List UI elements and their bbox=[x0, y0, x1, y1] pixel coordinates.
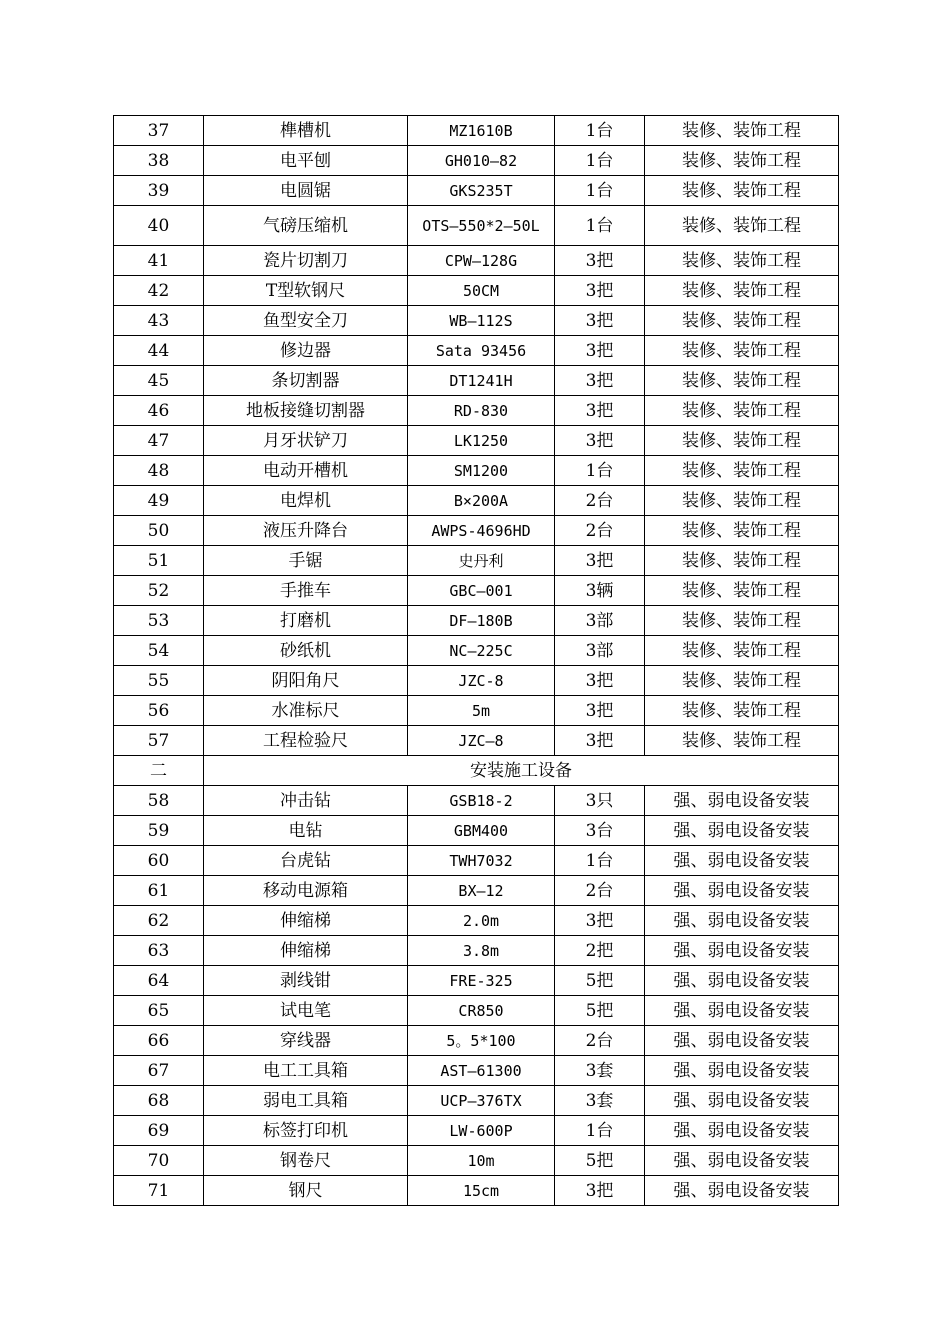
table-row bbox=[114, 306, 839, 336]
usage-category: 装修、装饰工程 bbox=[645, 176, 839, 206]
usage-category: 装修、装饰工程 bbox=[645, 456, 839, 486]
usage-category: 装修、装饰工程 bbox=[645, 336, 839, 366]
section-header-row-group bbox=[114, 756, 839, 786]
model-number: JZC—8 bbox=[408, 726, 555, 756]
quantity: 1台 bbox=[555, 206, 645, 246]
table-row bbox=[114, 456, 839, 486]
row-number: 45 bbox=[114, 366, 204, 396]
usage-category: 装修、装饰工程 bbox=[645, 546, 839, 576]
table-row bbox=[114, 276, 839, 306]
usage-category: 强、弱电设备安装 bbox=[645, 816, 839, 846]
usage-category: 强、弱电设备安装 bbox=[645, 846, 839, 876]
quantity: 1台 bbox=[555, 846, 645, 876]
row-number: 67 bbox=[114, 1056, 204, 1086]
usage-category: 装修、装饰工程 bbox=[645, 666, 839, 696]
table-row bbox=[114, 696, 839, 726]
quantity: 3把 bbox=[555, 696, 645, 726]
table-row bbox=[114, 876, 839, 906]
model-number: 5m bbox=[408, 696, 555, 726]
usage-category: 强、弱电设备安装 bbox=[645, 996, 839, 1026]
row-number: 53 bbox=[114, 606, 204, 636]
equipment-name: 电钻 bbox=[204, 816, 408, 846]
quantity: 3把 bbox=[555, 666, 645, 696]
section-title: 安装施工设备 bbox=[204, 756, 839, 786]
table-row bbox=[114, 396, 839, 426]
usage-category: 强、弱电设备安装 bbox=[645, 1146, 839, 1176]
quantity: 3台 bbox=[555, 816, 645, 846]
model-number: TWH7032 bbox=[408, 846, 555, 876]
equipment-name: 弱电工具箱 bbox=[204, 1086, 408, 1116]
table-row bbox=[114, 516, 839, 546]
usage-category: 装修、装饰工程 bbox=[645, 696, 839, 726]
row-number: 49 bbox=[114, 486, 204, 516]
table-row bbox=[114, 726, 839, 756]
row-number: 43 bbox=[114, 306, 204, 336]
quantity: 1台 bbox=[555, 1116, 645, 1146]
model-number: WB—112S bbox=[408, 306, 555, 336]
table-row bbox=[114, 546, 839, 576]
row-number: 57 bbox=[114, 726, 204, 756]
section-header-row bbox=[114, 756, 839, 786]
quantity: 3把 bbox=[555, 246, 645, 276]
quantity: 1台 bbox=[555, 456, 645, 486]
row-number: 66 bbox=[114, 1026, 204, 1056]
row-number: 70 bbox=[114, 1146, 204, 1176]
equipment-name: 阴阳角尺 bbox=[204, 666, 408, 696]
equipment-name: 电焊机 bbox=[204, 486, 408, 516]
row-number: 47 bbox=[114, 426, 204, 456]
row-number: 54 bbox=[114, 636, 204, 666]
model-number: GH010—82 bbox=[408, 146, 555, 176]
model-number: FRE-325 bbox=[408, 966, 555, 996]
model-number: CR850 bbox=[408, 996, 555, 1026]
table-row bbox=[114, 846, 839, 876]
table-row bbox=[114, 336, 839, 366]
usage-category: 装修、装饰工程 bbox=[645, 146, 839, 176]
equipment-name: 电圆锯 bbox=[204, 176, 408, 206]
model-number: 50CM bbox=[408, 276, 555, 306]
table-row bbox=[114, 1086, 839, 1116]
row-number: 40 bbox=[114, 206, 204, 246]
model-number: BX—12 bbox=[408, 876, 555, 906]
row-number: 60 bbox=[114, 846, 204, 876]
row-number: 59 bbox=[114, 816, 204, 846]
model-number: B×200A bbox=[408, 486, 555, 516]
usage-category: 强、弱电设备安装 bbox=[645, 1026, 839, 1056]
equipment-name: 剥线钳 bbox=[204, 966, 408, 996]
model-number: SM1200 bbox=[408, 456, 555, 486]
row-number: 65 bbox=[114, 996, 204, 1026]
model-number: JZC-8 bbox=[408, 666, 555, 696]
equipment-rows-decoration bbox=[114, 116, 839, 756]
row-number: 63 bbox=[114, 936, 204, 966]
quantity: 3把 bbox=[555, 336, 645, 366]
usage-category: 装修、装饰工程 bbox=[645, 636, 839, 666]
usage-category: 强、弱电设备安装 bbox=[645, 906, 839, 936]
table-row bbox=[114, 206, 839, 246]
quantity: 3部 bbox=[555, 636, 645, 666]
equipment-name: 伸缩梯 bbox=[204, 936, 408, 966]
quantity: 3把 bbox=[555, 306, 645, 336]
quantity: 2把 bbox=[555, 936, 645, 966]
usage-category: 装修、装饰工程 bbox=[645, 206, 839, 246]
equipment-name: 榫槽机 bbox=[204, 116, 408, 146]
table-row bbox=[114, 486, 839, 516]
usage-category: 装修、装饰工程 bbox=[645, 726, 839, 756]
table-row bbox=[114, 966, 839, 996]
equipment-name: 地板接缝切割器 bbox=[204, 396, 408, 426]
model-number: 15cm bbox=[408, 1176, 555, 1206]
equipment-name: 钢尺 bbox=[204, 1176, 408, 1206]
table-row bbox=[114, 576, 839, 606]
equipment-name: 移动电源箱 bbox=[204, 876, 408, 906]
row-number: 69 bbox=[114, 1116, 204, 1146]
row-number: 62 bbox=[114, 906, 204, 936]
equipment-name: 穿线器 bbox=[204, 1026, 408, 1056]
quantity: 3把 bbox=[555, 726, 645, 756]
row-number: 71 bbox=[114, 1176, 204, 1206]
equipment-name: 工程检验尺 bbox=[204, 726, 408, 756]
equipment-name: 电工工具箱 bbox=[204, 1056, 408, 1086]
row-number: 38 bbox=[114, 146, 204, 176]
model-number: 史丹利 bbox=[408, 546, 555, 576]
quantity: 3把 bbox=[555, 906, 645, 936]
equipment-name: 鱼型安全刀 bbox=[204, 306, 408, 336]
table-row bbox=[114, 1176, 839, 1206]
quantity: 3套 bbox=[555, 1056, 645, 1086]
table-row bbox=[114, 666, 839, 696]
model-number: 10m bbox=[408, 1146, 555, 1176]
model-number: OTS—550*2—50L bbox=[408, 206, 555, 246]
quantity: 3辆 bbox=[555, 576, 645, 606]
usage-category: 装修、装饰工程 bbox=[645, 276, 839, 306]
quantity: 1台 bbox=[555, 146, 645, 176]
quantity: 2台 bbox=[555, 1026, 645, 1056]
equipment-name: 台虎钻 bbox=[204, 846, 408, 876]
model-number: 5。5*100 bbox=[408, 1026, 555, 1056]
model-number: RD-830 bbox=[408, 396, 555, 426]
usage-category: 装修、装饰工程 bbox=[645, 246, 839, 276]
equipment-name: 砂纸机 bbox=[204, 636, 408, 666]
quantity: 3把 bbox=[555, 276, 645, 306]
equipment-name: 打磨机 bbox=[204, 606, 408, 636]
usage-category: 装修、装饰工程 bbox=[645, 426, 839, 456]
section-index: 二 bbox=[114, 756, 204, 786]
equipment-name: 手推车 bbox=[204, 576, 408, 606]
usage-category: 强、弱电设备安装 bbox=[645, 1176, 839, 1206]
quantity: 1台 bbox=[555, 176, 645, 206]
model-number: 3.8m bbox=[408, 936, 555, 966]
row-number: 51 bbox=[114, 546, 204, 576]
model-number: AWPS-4696HD bbox=[408, 516, 555, 546]
row-number: 37 bbox=[114, 116, 204, 146]
equipment-name: 冲击钻 bbox=[204, 786, 408, 816]
quantity: 3把 bbox=[555, 396, 645, 426]
quantity: 3部 bbox=[555, 606, 645, 636]
table-row bbox=[114, 816, 839, 846]
row-number: 68 bbox=[114, 1086, 204, 1116]
equipment-name: T型软钢尺 bbox=[204, 276, 408, 306]
model-number: GKS235T bbox=[408, 176, 555, 206]
equipment-name: 条切割器 bbox=[204, 366, 408, 396]
usage-category: 装修、装饰工程 bbox=[645, 306, 839, 336]
usage-category: 装修、装饰工程 bbox=[645, 366, 839, 396]
table-row bbox=[114, 246, 839, 276]
model-number: AST—61300 bbox=[408, 1056, 555, 1086]
model-number: GBM400 bbox=[408, 816, 555, 846]
usage-category: 强、弱电设备安装 bbox=[645, 1116, 839, 1146]
quantity: 3只 bbox=[555, 786, 645, 816]
row-number: 41 bbox=[114, 246, 204, 276]
row-number: 64 bbox=[114, 966, 204, 996]
table-row bbox=[114, 906, 839, 936]
usage-category: 强、弱电设备安装 bbox=[645, 966, 839, 996]
table-row bbox=[114, 1146, 839, 1176]
equipment-name: 手锯 bbox=[204, 546, 408, 576]
equipment-name: 电动开槽机 bbox=[204, 456, 408, 486]
equipment-name: 月牙状铲刀 bbox=[204, 426, 408, 456]
row-number: 61 bbox=[114, 876, 204, 906]
row-number: 50 bbox=[114, 516, 204, 546]
quantity: 2台 bbox=[555, 486, 645, 516]
table-row bbox=[114, 786, 839, 816]
table-row bbox=[114, 636, 839, 666]
row-number: 58 bbox=[114, 786, 204, 816]
model-number: MZ1610B bbox=[408, 116, 555, 146]
usage-category: 装修、装饰工程 bbox=[645, 396, 839, 426]
equipment-name: 瓷片切割刀 bbox=[204, 246, 408, 276]
equipment-name: 电平刨 bbox=[204, 146, 408, 176]
usage-category: 强、弱电设备安装 bbox=[645, 786, 839, 816]
row-number: 44 bbox=[114, 336, 204, 366]
equipment-name: 伸缩梯 bbox=[204, 906, 408, 936]
equipment-table bbox=[113, 115, 839, 1206]
usage-category: 装修、装饰工程 bbox=[645, 116, 839, 146]
model-number: 2.0m bbox=[408, 906, 555, 936]
model-number: GBC—001 bbox=[408, 576, 555, 606]
usage-category: 装修、装饰工程 bbox=[645, 576, 839, 606]
usage-category: 装修、装饰工程 bbox=[645, 606, 839, 636]
quantity: 5把 bbox=[555, 996, 645, 1026]
table-row bbox=[114, 366, 839, 396]
row-number: 55 bbox=[114, 666, 204, 696]
model-number: Sata 93456 bbox=[408, 336, 555, 366]
quantity: 1台 bbox=[555, 116, 645, 146]
table-row bbox=[114, 936, 839, 966]
table-row bbox=[114, 146, 839, 176]
equipment-name: 气磅压缩机 bbox=[204, 206, 408, 246]
usage-category: 强、弱电设备安装 bbox=[645, 876, 839, 906]
table-row bbox=[114, 996, 839, 1026]
table-row bbox=[114, 116, 839, 146]
quantity: 2台 bbox=[555, 516, 645, 546]
quantity: 5把 bbox=[555, 966, 645, 996]
model-number: GSB18-2 bbox=[408, 786, 555, 816]
equipment-name: 标签打印机 bbox=[204, 1116, 408, 1146]
usage-category: 装修、装饰工程 bbox=[645, 516, 839, 546]
equipment-rows-installation bbox=[114, 786, 839, 1206]
row-number: 56 bbox=[114, 696, 204, 726]
equipment-name: 水准标尺 bbox=[204, 696, 408, 726]
quantity: 5把 bbox=[555, 1146, 645, 1176]
usage-category: 强、弱电设备安装 bbox=[645, 936, 839, 966]
quantity: 3套 bbox=[555, 1086, 645, 1116]
quantity: 3把 bbox=[555, 546, 645, 576]
table-row bbox=[114, 1116, 839, 1146]
row-number: 42 bbox=[114, 276, 204, 306]
table-row bbox=[114, 1056, 839, 1086]
model-number: LK1250 bbox=[408, 426, 555, 456]
table-row bbox=[114, 176, 839, 206]
equipment-name: 液压升降台 bbox=[204, 516, 408, 546]
model-number: NC—225C bbox=[408, 636, 555, 666]
row-number: 46 bbox=[114, 396, 204, 426]
equipment-name: 试电笔 bbox=[204, 996, 408, 1026]
table-row bbox=[114, 426, 839, 456]
row-number: 39 bbox=[114, 176, 204, 206]
usage-category: 强、弱电设备安装 bbox=[645, 1056, 839, 1086]
model-number: UCP—376TX bbox=[408, 1086, 555, 1116]
table-row bbox=[114, 606, 839, 636]
usage-category: 强、弱电设备安装 bbox=[645, 1086, 839, 1116]
quantity: 3把 bbox=[555, 366, 645, 396]
model-number: DT1241H bbox=[408, 366, 555, 396]
row-number: 48 bbox=[114, 456, 204, 486]
model-number: CPW—128G bbox=[408, 246, 555, 276]
row-number: 52 bbox=[114, 576, 204, 606]
equipment-name: 钢卷尺 bbox=[204, 1146, 408, 1176]
model-number: DF—180B bbox=[408, 606, 555, 636]
model-number: LW-600P bbox=[408, 1116, 555, 1146]
equipment-name: 修边器 bbox=[204, 336, 408, 366]
quantity: 3把 bbox=[555, 426, 645, 456]
quantity: 2台 bbox=[555, 876, 645, 906]
quantity: 3把 bbox=[555, 1176, 645, 1206]
table-row bbox=[114, 1026, 839, 1056]
usage-category: 装修、装饰工程 bbox=[645, 486, 839, 516]
